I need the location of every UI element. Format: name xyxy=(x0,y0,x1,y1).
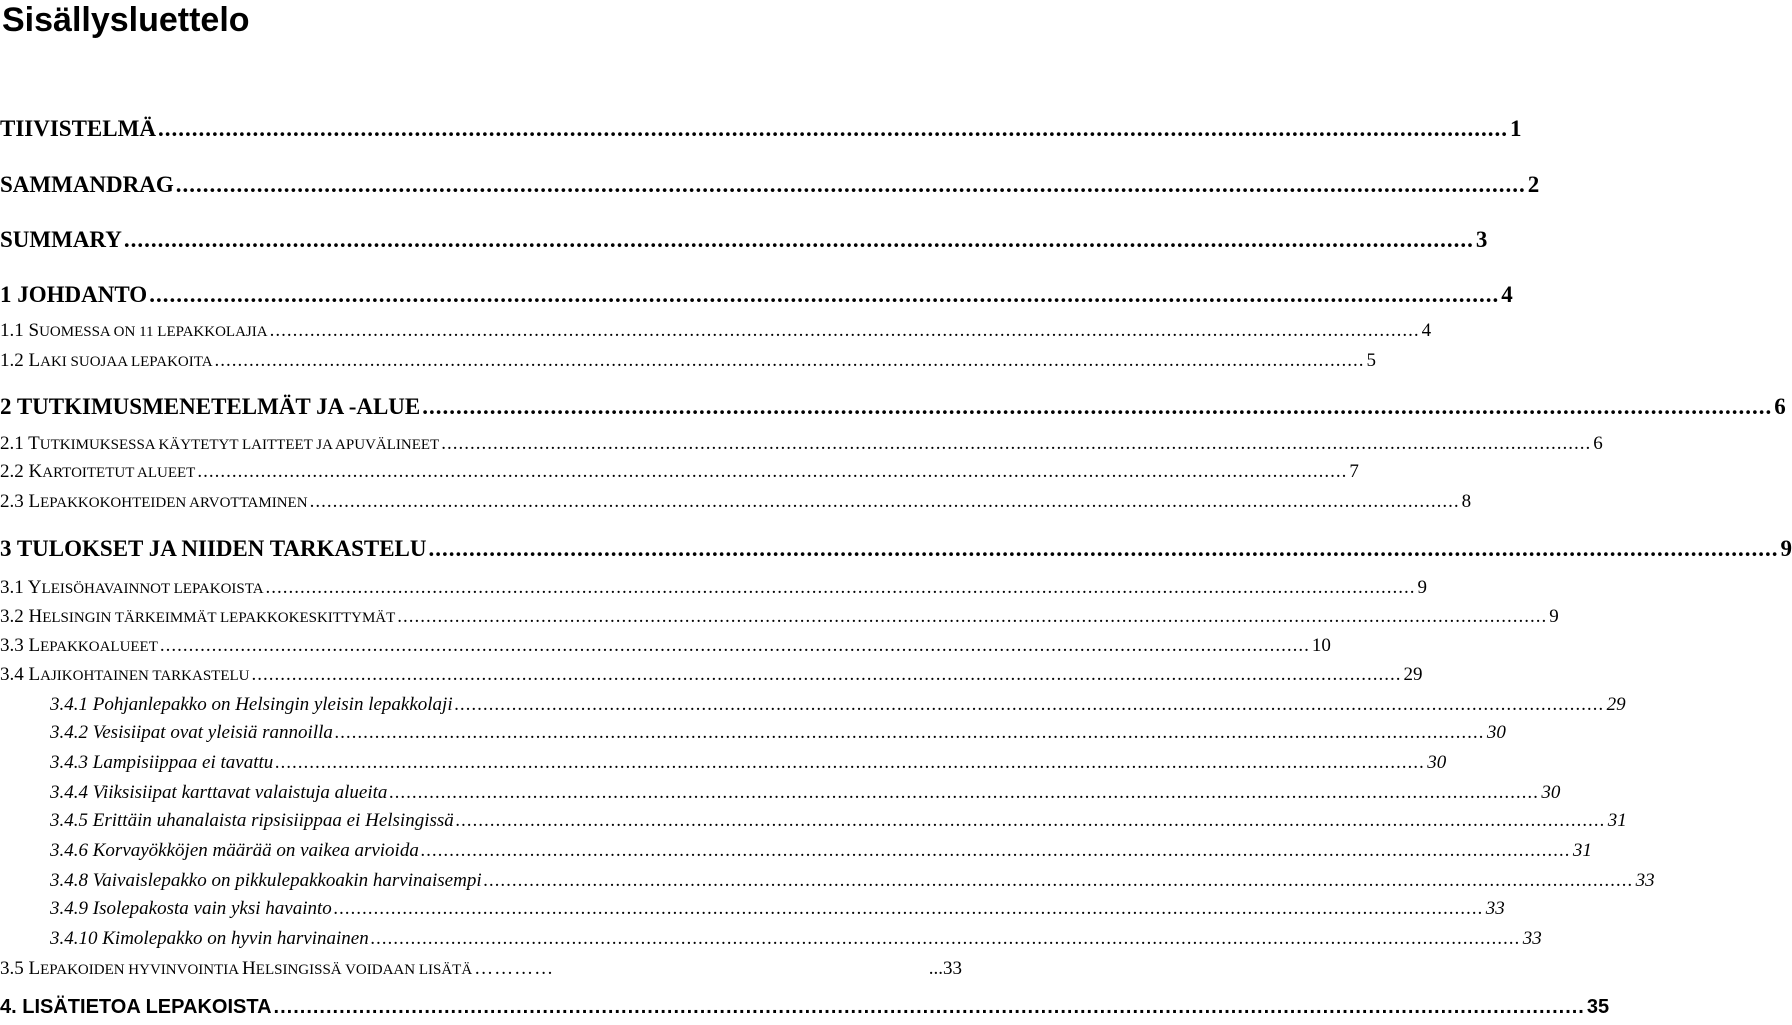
toc-entry-label xyxy=(50,870,482,892)
toc-entry-label xyxy=(50,898,332,920)
toc-entry-number: 2 xyxy=(0,394,17,419)
toc-entry-title: L xyxy=(28,958,41,979)
toc-entry-label xyxy=(0,282,147,308)
toc-entry-page: 1 xyxy=(1509,116,1522,141)
toc-entry-page: 3 xyxy=(1475,227,1488,252)
toc-entry[interactable] xyxy=(0,996,1610,1019)
toc-entry-number: 3.1 xyxy=(0,577,28,598)
toc-entry-label xyxy=(0,116,156,142)
toc-entry[interactable] xyxy=(0,350,1377,372)
toc-entry-title: ELSINGIN TÄRKEIMMÄT LEPAKKOKESKITTYMÄT xyxy=(42,610,396,626)
toc-entry-number: 2.2 xyxy=(0,461,29,482)
toc-entry[interactable] xyxy=(50,752,1447,774)
toc-entry[interactable] xyxy=(50,870,1655,892)
toc-entry-label xyxy=(0,664,250,686)
toc-entry-number: 3.4.5 xyxy=(50,810,93,831)
toc-entry[interactable] xyxy=(0,282,1513,308)
toc-entry-number: 3.4.9 xyxy=(50,898,93,919)
dot-leader: ........................................................................................................................................................................................................ xyxy=(397,606,1548,627)
toc-entry-label xyxy=(0,433,439,455)
toc-entry-label xyxy=(50,928,369,950)
dot-leader: ........................................................................................................................................................................................................ xyxy=(455,810,1606,831)
toc-entry[interactable] xyxy=(0,394,1786,420)
dot-leader: ........................................................................................................................................................................................................ xyxy=(370,928,1521,949)
toc-entry-page: 8 xyxy=(1461,491,1472,512)
toc-entry-page: 30 xyxy=(1541,782,1561,803)
dot-leader: ........................................................................................................................................................................................................ xyxy=(389,782,1540,803)
dot-leader: ........................................................................................................................................................................................................ xyxy=(420,840,1571,861)
toc-entry-title: K xyxy=(28,461,43,482)
toc-entry-label xyxy=(0,461,195,483)
toc-entry-page: 7 xyxy=(1349,461,1359,482)
toc-entry-number: 3 xyxy=(0,536,17,561)
dot-leader: ........................................................................................................................................................................................................ xyxy=(441,433,1592,454)
toc-entry-title: ARTOITETUT ALUEET xyxy=(42,465,196,481)
toc-entry-title: Vaivaislepakko on pikkulepakkoakin harvinaisempi xyxy=(92,870,482,891)
dot-leader: ........................................................................................................................................................................................................ xyxy=(454,694,1605,715)
toc-entry-page: 29 xyxy=(1403,664,1423,685)
toc-entry-title: L xyxy=(28,635,41,656)
toc-entry-title: Korvayökköjen määrää on vaikea arvioida xyxy=(92,840,419,861)
toc-entry-number: 3.4.2 xyxy=(50,722,93,743)
toc-entry[interactable] xyxy=(50,694,1626,716)
toc-entry[interactable] xyxy=(50,898,1505,920)
toc-entry-title: AJIKOHTAINEN TARKASTELU xyxy=(40,668,250,684)
toc-entry-label xyxy=(50,722,333,744)
toc-entry-label xyxy=(0,606,395,628)
toc-entry[interactable] xyxy=(0,433,1603,455)
toc-entry-page: 4 xyxy=(1421,320,1432,341)
toc-entry-page: 10 xyxy=(1311,635,1331,656)
toc-entry-title: Y xyxy=(27,577,42,598)
toc-entry-label xyxy=(50,694,453,716)
toc-entry-title: SAMMANDRAG xyxy=(0,172,174,197)
dot-leader: ........................................................................................................................................................................................................ xyxy=(197,461,1348,482)
toc-entry-page: 9 xyxy=(1417,577,1428,598)
toc-entry-label xyxy=(0,320,268,342)
toc-entry[interactable] xyxy=(50,782,1561,804)
dot-leader: ........................................................................................................................................................................................................ xyxy=(269,320,1420,341)
toc-entry[interactable] xyxy=(0,536,1792,562)
dot-leader: ........................................................................................................................................................................................................ xyxy=(422,394,1773,419)
toc-entry-number: 3.4.8 xyxy=(50,870,93,891)
toc-entry-page: 29 xyxy=(1606,694,1626,715)
toc-entry-title: Erittäin uhanalaista ripsisiippaa ei Helsingissä xyxy=(92,810,454,831)
toc-entry-title: L xyxy=(28,350,41,371)
toc-entry[interactable] xyxy=(50,840,1592,862)
toc-entry[interactable] xyxy=(0,320,1432,342)
toc-entry-label xyxy=(50,782,387,804)
toc-entry-title: TUTKIMUSMENETELMÄT JA -ALUE xyxy=(16,394,421,419)
toc-entry-number: 1 xyxy=(0,282,18,307)
toc-entry-title: Lampisiippaa ei tavattu xyxy=(92,752,274,773)
dot-leader: ........................................................................................................................................................................................................ xyxy=(159,635,1310,656)
toc-entry-title: Pohjanlepakko on Helsingin yleisin lepakkolaji xyxy=(92,694,453,715)
toc-entry-title: L xyxy=(28,664,41,685)
dot-leader: ........................................................................................................................................................................................................ xyxy=(175,172,1526,197)
toc-entry-number: 3.3 xyxy=(0,635,29,656)
toc-entry[interactable] xyxy=(0,664,1423,686)
toc-entry[interactable] xyxy=(0,172,1540,198)
toc-entry-number: 3.5 xyxy=(0,958,29,979)
toc-entry-label xyxy=(0,635,158,657)
toc-entry[interactable] xyxy=(0,958,962,980)
toc-entry-title: L xyxy=(28,491,41,512)
toc-entry-number: 2.1 xyxy=(0,433,29,454)
dot-leader: ........................................................................................................................................................................................................ xyxy=(265,577,1416,598)
toc-entry-number: 3.4.3 xyxy=(50,752,93,773)
toc-entry-number: 1.2 xyxy=(0,350,29,371)
toc-entry-title: H xyxy=(28,606,43,627)
toc-entry-label xyxy=(0,394,420,420)
toc-entry[interactable] xyxy=(50,810,1627,832)
toc-entry[interactable] xyxy=(0,606,1559,628)
toc-entry-page: 30 xyxy=(1427,752,1447,773)
toc-entry-page: 5 xyxy=(1366,350,1377,371)
toc-entry-title: EPAKKOKOHTEIDEN ARVOTTAMINEN xyxy=(40,495,308,511)
toc-entry-number: 3.4.10 xyxy=(50,928,103,949)
toc-entry-title: SUMMARY xyxy=(0,227,122,252)
toc-entry-page: 4 xyxy=(1501,282,1513,307)
toc-entry-page: 9 xyxy=(1780,536,1792,561)
dot-leader: ........................................................................................................................................................................................................ xyxy=(483,870,1634,891)
toc-entry-page: 9 xyxy=(1549,606,1559,627)
toc-entry-label xyxy=(0,577,264,599)
toc-entry-number: 3.4.6 xyxy=(50,840,93,861)
toc-entry-page: 33 xyxy=(1635,870,1655,891)
toc-entry-number: 3.4 xyxy=(0,664,29,685)
toc-entry-page: 35 xyxy=(1586,996,1610,1018)
page-title: Sisällysluettelo xyxy=(2,1,250,39)
dot-leader: ........................................................................................................................................................................................................ xyxy=(251,664,1402,685)
toc-entry-label xyxy=(0,958,472,980)
toc-entry-number: 3.4.1 xyxy=(50,694,93,715)
dot-leader: ………… xyxy=(474,958,555,979)
toc-entry-number: 3.4.4 xyxy=(50,782,93,803)
dot-leader: ........................................................................................................................................................................................................ xyxy=(149,282,1500,307)
toc-entry-title: TIIVISTELMÄ xyxy=(0,116,156,141)
toc-entry-title: JOHDANTO xyxy=(17,282,148,307)
dot-leader: ........................................................................................................................................................................................................ xyxy=(214,350,1365,371)
toc-entry-title: S xyxy=(28,320,40,341)
toc-entry-title: UTKIMUKSESSA KÄYTETYT LAITTEET JA APUVÄLINEET xyxy=(39,437,440,453)
toc-entry-title: T xyxy=(28,433,40,454)
dot-leader: ........................................................................................................................................................................................................ xyxy=(334,722,1485,743)
toc-entry-label xyxy=(50,810,454,832)
toc-entry[interactable] xyxy=(50,722,1506,744)
toc-entry-title: Viiksisiipat karttavat valaistuja alueita xyxy=(92,782,388,803)
toc-entry[interactable] xyxy=(0,577,1428,599)
toc-entry-label xyxy=(0,227,122,253)
dot-leader: ........................................................................................................................................................................................................ xyxy=(157,116,1508,141)
toc-entry-page: 31 xyxy=(1607,810,1627,831)
toc-entry-number: 1.1 xyxy=(0,320,29,341)
toc-entry-label xyxy=(0,536,427,562)
toc-entry-label xyxy=(0,350,213,372)
toc-entry[interactable] xyxy=(50,928,1542,950)
toc-entry[interactable] xyxy=(0,227,1488,253)
toc-entry-number: 2.3 xyxy=(0,491,29,512)
toc-entry[interactable] xyxy=(0,491,1472,513)
toc-entry-page: 30 xyxy=(1486,722,1506,743)
toc-entry-label xyxy=(0,491,308,513)
toc-entry-title: H xyxy=(242,958,256,979)
dot-leader: ........................................................................................................................................................................................................ xyxy=(333,898,1484,919)
toc-entry-page: 2 xyxy=(1527,172,1540,197)
toc-entry-title: LEISÖHAVAINNOT LEPAKOISTA xyxy=(41,581,264,597)
toc-entry-title: LISÄTIETOA LEPAKOISTA xyxy=(22,996,272,1018)
toc-entry-page: ...33 xyxy=(928,958,962,979)
toc-entry-number: 3.2 xyxy=(0,606,29,627)
toc-entry-page: 31 xyxy=(1572,840,1592,861)
dot-leader: ........................................................................................................................................................................................................ xyxy=(309,491,1460,512)
toc-entry-title: ELSINGISSÄ VOIDAAN LISÄTÄ xyxy=(255,962,473,978)
toc-entry-title: UOMESSA ON 11 LEPAKKOLAJIA xyxy=(39,324,268,340)
toc-entry[interactable] xyxy=(0,635,1331,657)
toc-entry-page: 33 xyxy=(1522,928,1542,949)
toc-entry-title: Kimolepakko on hyvin harvinainen xyxy=(102,928,369,949)
toc-entry[interactable] xyxy=(0,116,1522,142)
toc-entry-title: TULOKSET JA NIIDEN TARKASTELU xyxy=(16,536,427,561)
toc-entry-label xyxy=(50,840,419,862)
toc-entry[interactable] xyxy=(0,461,1359,483)
toc-entry-page: 6 xyxy=(1593,433,1603,454)
toc-entry-page: 6 xyxy=(1774,394,1786,419)
toc-entry-title: EPAKOIDEN HYVINVOINTIA xyxy=(40,962,243,978)
dot-leader: ........................................................................................................................................................................................................ xyxy=(428,536,1779,561)
dot-leader: ........................................................................................................................................................................................................ xyxy=(275,752,1426,773)
toc-entry-label xyxy=(0,172,174,198)
dot-leader: ........................................................................................................................................................................................................ xyxy=(273,996,1585,1018)
toc-entry-title: AKI SUOJAA LEPAKOITA xyxy=(40,354,213,370)
toc-entry-page: 33 xyxy=(1485,898,1505,919)
toc-entry-title: Isolepakosta vain yksi havainto xyxy=(92,898,332,919)
toc-entry-label xyxy=(0,996,272,1019)
toc-entry-title: Vesisiipat ovat yleisiä rannoilla xyxy=(92,722,333,743)
toc-entry-label xyxy=(50,752,273,774)
dot-leader: ........................................................................................................................................................................................................ xyxy=(123,227,1474,252)
toc-entry-number: 4. xyxy=(0,996,23,1018)
toc-entry-title: EPAKKOALUEET xyxy=(40,639,158,655)
